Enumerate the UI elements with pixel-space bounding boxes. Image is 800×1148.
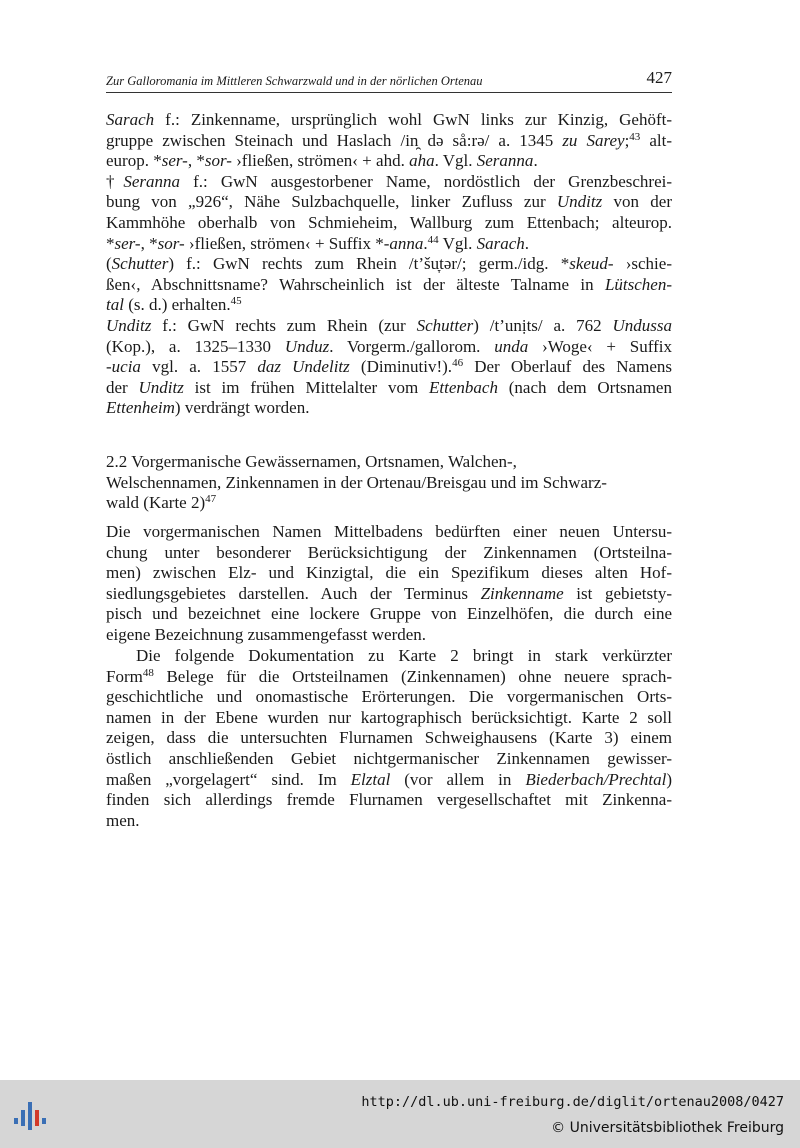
text-italic: Ettenbach [429,377,498,397]
entry-seranna-line-4 [106,234,672,255]
text: . [524,233,530,253]
text: , * [140,233,158,253]
text: Form [106,666,143,686]
text: ( [106,254,112,274]
p1-line-4 [106,584,672,605]
entry-schutter-line-2 [106,275,672,296]
text: gruppe zwischen Steinach und Haslach /in̯ də så:rə/ a. 1345 [106,130,563,150]
p2-line-9: men. [106,810,140,830]
text-italic: aha [409,151,435,171]
text: ›fließen, strömen‹ + ahd. [231,151,410,171]
dagger: † [106,171,124,191]
text-italic: anna [389,233,424,253]
text-italic: Ettenheim [106,398,175,418]
entry-unditz-line-1 [106,316,672,337]
text-italic: Undussa [612,315,672,335]
text-italic: Unditz [138,377,184,397]
text-italic: ser- [161,151,188,171]
text: * [106,233,115,253]
text: . Vgl. [434,151,477,171]
text: ist gebietsty- [563,583,672,603]
entry-unditz-line-2 [106,337,672,358]
text: europ. * [106,151,162,171]
p2-line-5: zeigen, dass die untersuchten Flurnamen Schweighausens (Karte 3) einem [106,728,672,748]
p2-line-6: östlich anschließenden Gebiet nichtgermanischer Zinkennamen gewisser- [106,748,672,768]
p1-line-1: Die vorgermanischen Namen Mittelbadens bedürften einer neuen Untersu- [106,522,672,541]
text-italic: Schutter [416,315,474,335]
text: ) verdrängt worden. [174,398,310,418]
text: ›Woge‹ + Suffix [528,336,672,356]
text: f.: GwN rechts zum Rhein (zur [151,315,417,335]
document-url-link[interactable]: http://dl.ub.uni-freiburg.de/diglit/ortenau2008/0427 [361,1094,784,1110]
p2-line-7 [106,770,672,791]
entries-block [106,110,672,419]
text-italic: zu Sarey [562,130,625,150]
heading-line-3 [106,493,672,514]
text-italic: unda [494,336,529,356]
entry-sarach-line-1 [106,110,672,131]
p1-line-5: pisch und bezeichnet eine lockere Gruppe von Einzelhöfen, die durch eine [106,604,672,624]
section-heading [106,452,672,514]
heading-line-1: 2.2 Vorgermanische Gewässernamen, Ortsnamen, Walchen-, [106,452,517,471]
text-italic: Zinkenname [480,583,564,603]
text: bung von „926“, Nähe Sulzbachquelle, linker Zufluss zur [106,192,557,212]
text: (Diminutiv!). [349,357,453,377]
entry-schutter-line-3 [106,295,672,316]
footnote-ref: 46 [452,357,464,370]
lemma-unditz: Unditz [106,315,152,335]
entry-schutter-line-1 [106,254,672,275]
text: ist im frühen Mittelalter vom [183,377,430,397]
footnote-ref: 48 [142,666,154,679]
entry-unditz-line-4 [106,378,672,399]
page-number: 427 [646,68,672,87]
text: der [106,377,139,397]
entry-unditz-line-5 [106,398,672,419]
ub-freiburg-logo-icon[interactable] [10,1096,50,1136]
p1-line-3: men) zwischen Elz- und Kinzigtal, die ein Spezifikum dieses alten Hof- [106,563,672,583]
text-italic: Sarach [476,233,525,253]
text: (Kop.), a. 1325–1330 [106,336,285,356]
paragraph-1 [106,522,672,646]
text: wald (Karte 2) [106,493,206,513]
p2-line-4: namen in der Ebene wurden nur kartographisch berücksichtigt. Karte 2 soll [106,707,672,727]
entry-seranna-line-2 [106,192,672,213]
p2-line-2 [106,667,672,688]
text-italic: ser- [114,233,141,253]
entry-seranna-line-3: Kammhöhe oberhalb von Schmieheim, Wallburg zum Ettenbach; alteurop. [106,212,672,232]
text: . [423,233,428,253]
text: siedlungsgebietes darstellen. Auch der Terminus [106,583,481,603]
entry-sarach-line-3 [106,151,672,172]
running-title: Zur Galloromania im Mittleren Schwarzwald und in der nörlichen Ortenau [106,74,483,88]
text: maßen „vorgelagert“ sind. Im [106,769,351,789]
lemma-schutter: Schutter [111,254,169,274]
p1-line-2: chung unter besonderer Berücksichtigung der Zinkennamen (Ortsteilna- [106,542,672,562]
text-italic: skeud- [569,254,614,274]
lemma-seranna: Seranna [123,171,181,191]
text: (vor allem in [390,769,526,789]
text-italic: Unduz [284,336,330,356]
text-italic: sor- [157,233,185,253]
text: vgl. a. 1557 [140,357,258,377]
page-header [106,68,672,93]
text: ›schie- [613,254,672,274]
lemma-sarach: Sarach [106,110,155,129]
text-italic: tal [106,295,124,315]
text-italic: Seranna [476,151,534,171]
entry-unditz-line-3 [106,357,672,378]
text: ) [666,769,672,789]
footnote-ref: 47 [205,493,217,506]
text: (nach dem Ortsnamen [497,377,672,397]
footnote-ref: 43 [629,130,641,143]
entry-seranna-line-1 [106,172,672,193]
paragraph-2 [106,646,672,831]
text: alt- [640,130,672,150]
heading-line-2: Welschennamen, Zinkennamen in der Ortenau/Breisgau und im Schwarz- [106,472,607,492]
text: , * [187,151,205,171]
text: von der [602,192,672,212]
text-italic: -ucia [106,357,141,377]
viewer-footer [0,1080,800,1148]
p1-line-6: eigene Bezeichnung zusammengefasst werden. [106,624,427,644]
text-italic: Elztal [350,769,391,789]
text: . [533,151,538,171]
text: ßen‹, Abschnittsname? Wahrscheinlich ist der älteste Talname in [106,274,605,294]
text: Belege für die Ortsteilnamen (Zinkennamen) ohne neuere sprach- [153,666,672,686]
p2-line-8: finden sich allerdings fremde Flurnamen vergesellschaftet mit Zinkenna- [106,790,672,810]
footnote-ref: 45 [230,295,242,308]
text: . Vorgerm./gallorom. [329,336,495,356]
text: f.: GwN ausgestorbener Name, nordöstlich der Grenzbeschrei- [180,171,673,191]
text-italic: Biederbach/Prechtal [525,769,667,789]
text-italic: sor- [204,151,232,171]
text: ; [624,130,630,150]
text-italic: Unditz [556,192,603,212]
copyright-notice: © Universitätsbibliothek Freiburg [551,1120,784,1136]
text: ) /t’unịts/ a. 762 [473,315,613,335]
text: ) f.: GwN rechts zum Rhein /t’šu̞tər/; germ./idg. * [168,254,570,274]
p2-line-3: geschichtliche und onomastische Erörterungen. Die vorgermanischen Orts- [106,687,672,707]
text-italic: Lütschen- [604,274,672,294]
text: ›fließen, strömen‹ + Suffix *- [184,233,390,253]
text: Der Oberlauf des Namens [463,357,672,377]
entry-sarach-line-2 [106,131,672,152]
text: f.: Zinkenname, ursprünglich wohl GwN links zur Kinzig, Gehöft- [154,110,672,129]
text-italic: daz Undelitz [257,357,350,377]
p2-line-1: Die folgende Dokumentation zu Karte 2 bringt in stark verkürzter [136,646,672,665]
text: (s. d.) erhalten. [123,295,231,315]
text: Vgl. [438,233,477,253]
footnote-ref: 44 [427,233,439,246]
